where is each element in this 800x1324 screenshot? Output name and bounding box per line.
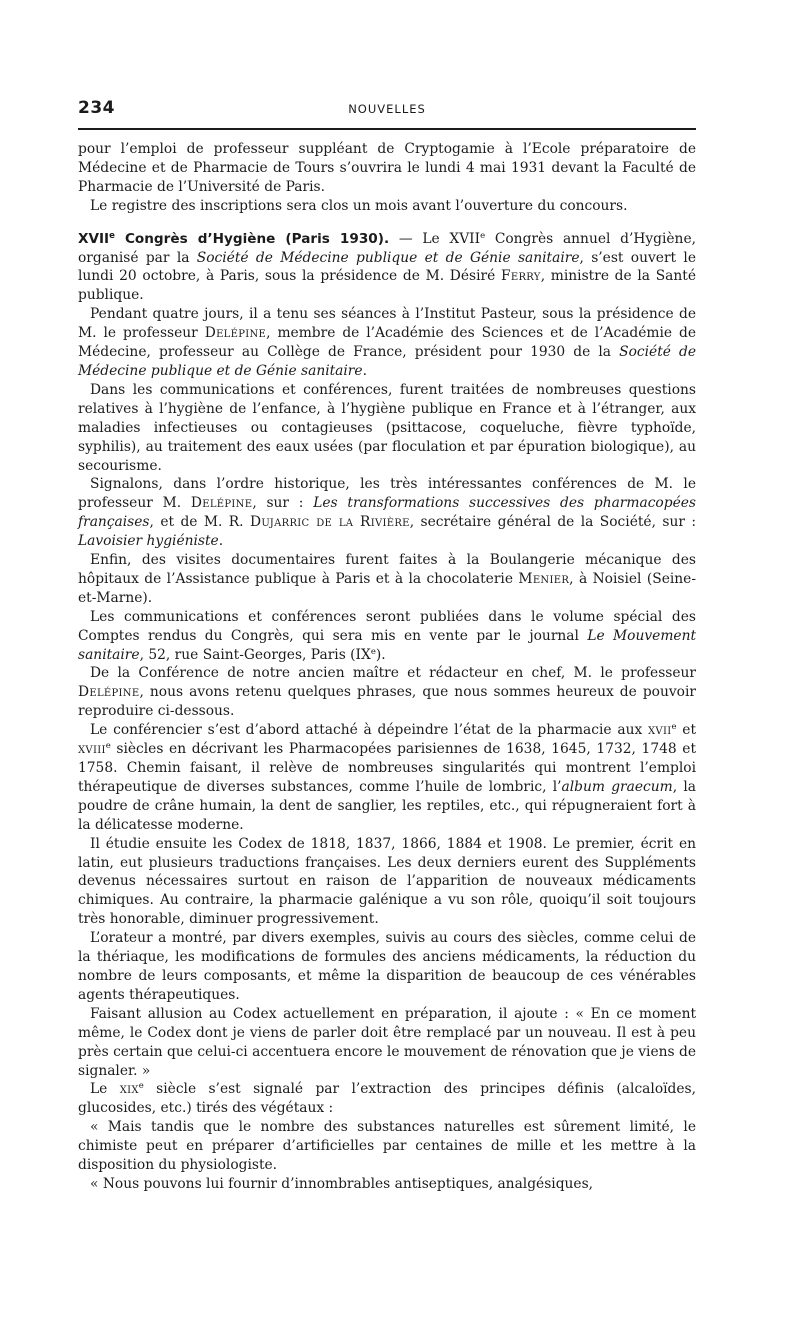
section-paragraph-congres: XVIIe Congrès d’Hygiène (Paris 1930). — Le XVIIe Congrès annuel d’Hygiène, organisé par la Société de Médecine publique et de Génie sanitaire, s’est ouvert le lundi 20 octobre, à Paris, sous la présidence de M. Désiré Ferry, ministre de la Santé publique.: [78, 230, 696, 304]
paragraph: Le registre des inscriptions sera clos un mois avant l’ouverture du concours.: [90, 197, 628, 214]
header-rule: [78, 128, 696, 130]
paragraph: pour l’emploi de professeur suppléant de Cryptogamie à l’Ecole préparatoire de Médecine et de Pharmacie de Tours s’ouvrira le lundi 4 mai 1931 devant la Faculté de Pharmacie de l’Université de Paris.: [78, 141, 696, 195]
section-heading: XVIIe Congrès d’Hygiène (Paris 1930).: [78, 230, 390, 247]
paragraph: Pendant quatre jours, il a tenu ses séances à l’Institut Pasteur, sous la présidence de M. le professeur Delépine, membre de l’Académie des Sciences et de l’Académie de Médecine, professeur au Collège de France, président pour 1930 de la Société de Médecine publique et de Génie sanitaire.: [78, 306, 697, 379]
paragraph: Le conférencier s’est d’abord attaché à dépeindre l’état de la pharmacie aux xvii$^e$ et xviii$^e$ siècles en décrivant les Pharmacopées parisiennes de 1638, 1645, 1732, 1748 et 1758. Chemin faisant, il relève de nombreuses singularités qui montrent l’emploi thérapeutique de diverses substances, comme l’huile de lombric, l’album graecum, la poudre de crâne humain, la dent de sanglier, les reptiles, etc., qui répugneraient fort à la délicatesse moderne.: [78, 722, 696, 833]
article-body: [78, 140, 696, 1194]
paragraph: Il étudie ensuite les Codex de 1818, 1837, 1866, 1884 et 1908. Le premier, écrit en latin, eut plusieurs traductions françaises. Les deux derniers eurent des Suppléments devenus nécessaires surtout en raison de l’apparition de nouveaux médicaments chimiques. Au contraire, la pharmacie galénique a vu son rôle, quoiqu’il soit toujours très honorable, diminuer progressivement.: [78, 835, 696, 928]
paragraph: L’orateur a montré, par divers exemples, suivis au cours des siècles, comme celui de la thériaque, les modifications de formules des anciens médicaments, la réduction du nombre de leurs composants, et même la disparition de beaucoup de ces vénérables agents thérapeutiques.: [78, 930, 696, 1003]
paragraph: Dans les communications et conférences, furent traitées de nombreuses questions relatives à l’hygiène de l’enfance, à l’hygiène publique en France et à l’étranger, aux maladies infectieuses ou contagieuses (psittacose, coqueluche, fièvre typhoïde, syphilis), au traitement des eaux usées (par floculation et par épuration biologique), au secourisme.: [78, 381, 696, 474]
running-head: [78, 98, 696, 128]
paragraph: Les communications et conférences seront publiées dans le volume spécial des Comptes rendus du Congrès, qui sera mis en vente par le journal Le Mouvement sanitaire, 52, rue Saint-Georges, Paris (IXe).: [78, 608, 696, 663]
journal-page: [78, 98, 696, 1194]
quote-paragraph: « Nous pouvons lui fournir d’innombrables antiseptiques, analgésiques,: [90, 1175, 594, 1192]
quote-paragraph: « Mais tandis que le nombre des substances naturelles est sûrement limité, le chimiste peut en préparer d’artificielles par centaines de mille et les mettre à la disposition du physiologiste.: [78, 1119, 696, 1174]
paragraph: Le xix$^e$ siècle s’est signalé par l’extraction des principes définis (alcaloïdes, glucosides, etc.) tirés des végétaux :: [78, 1081, 696, 1117]
running-title: NOUVELLES: [348, 102, 426, 116]
paragraph: Enfin, des visites documentaires furent faites à la Boulangerie mécanique des hôpitaux de l’Assistance publique à Paris et à la chocolaterie Menier, à Noisiel (Seine-et-Marne).: [78, 552, 696, 606]
paragraph: De la Conférence de notre ancien maître et rédacteur en chef, M. le professeur Delépine, nous avons retenu quelques phrases, que nous sommes heureux de pouvoir reproduire ci-dessous.: [78, 665, 696, 720]
page-number: 234: [78, 98, 115, 118]
paragraph: Signalons, dans l’ordre historique, les très intéressantes conférences de M. le professeur M. Delépine, sur : Les transformations successives des pharmacopées françaises, et de M. R. Dujarric de la Rivière, secrétaire général de la Société, sur : Lavoisier hygiéniste.: [78, 476, 696, 550]
paragraph: Faisant allusion au Codex actuellement en préparation, il ajoute : « En ce moment même, le Codex dont je viens de parler doit être remplacé par un nouveau. Il est à peu près certain que celui-ci accentuera encore le mouvement de rénovation que je viens de signaler. »: [78, 1005, 696, 1079]
